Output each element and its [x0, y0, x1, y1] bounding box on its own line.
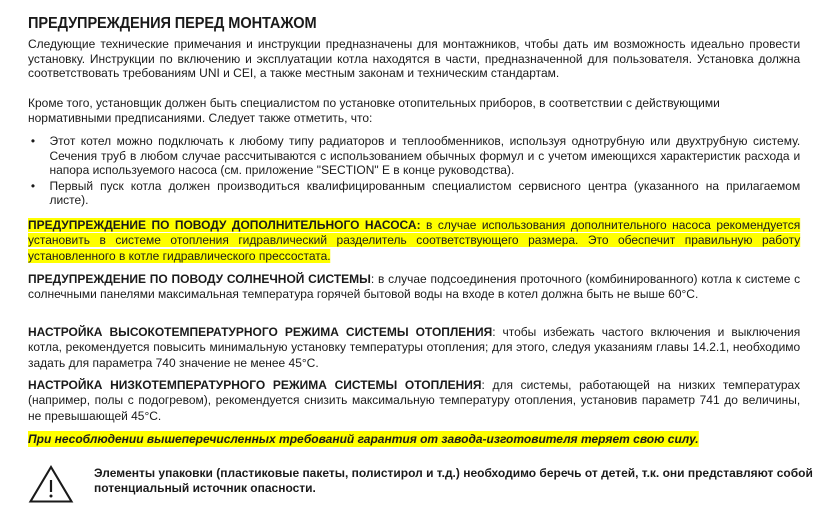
intro-paragraph-2: Кроме того, установщик должен быть специалистом по установке отопительных приборов, в соответствии с действующими нормативными предписаниями. Следует также отметить, что: [28, 96, 720, 125]
guarantee-notice-text: При несоблюдении вышеперечисленных требований гарантия от завода-изготовителя теряет свою силу. [28, 432, 699, 446]
guarantee-notice [28, 431, 800, 447]
warning-body: в случае подсоединения проточного (комбинированного) котла к системе с солнечными панелями максимальная температура горячей бытовой воды на входе в котел должна быть не выше 60°C. [28, 272, 801, 302]
intro-paragraph-1: Следующие технические примечания и инструкции предназначены для монтажников, чтобы дать им возможность идеально провести установку. Инструкции по включению и эксплуатации котла находятся в части, предназначенной для пользователя. Установка должна соответствовать требованиям UNI и CEI, а также местным законам и техническим стандартам. [28, 37, 801, 81]
warning-heading: ПРЕДУПРЕЖДЕНИЕ ПО ПОВОДУ СОЛНЕЧНОЙ СИСТЕМЫ [28, 272, 371, 286]
warning-solar-system [28, 272, 800, 303]
packaging-note-text: Элементы упаковки (пластиковые пакеты, полистирол и т.д.) необходимо беречь от детей, т.к. они представляют собой потенциальный источник опасности. [94, 466, 813, 495]
setting-body: чтобы избежать частого включения и выключения котла, рекомендуется повысить минимальную установку температуры отопления; для этого, следуя указаниям главы 14.2.1, необходимо задать для параметра 740 значение не менее 45°C. [28, 325, 801, 370]
warning-additional-pump [28, 218, 800, 264]
list-item [28, 179, 800, 208]
warning-triangle-icon [28, 464, 74, 504]
warning-body: в случае использования дополнительного насоса рекомендуется установить в системе отопления гидравлический разделитель соответствующего размера. Это обеспечит правильную работу установленного в котле гидравлического прессостата. [28, 218, 801, 263]
page-title: ПРЕДУПРЕЖДЕНИЯ ПЕРЕД МОНТАЖОМ [28, 15, 317, 32]
warning-separator: : [370, 272, 378, 286]
setting-separator: : [481, 378, 493, 392]
list-item-text: Этот котел можно подключать к любому типу радиаторов и теплообменников, используя однотрубную или двухтрубную систему. Сечения труб в любом случае рассчитываются с использованием обычных формул и с учетом имеющихся характеристик расхода и напора используемого насоса (см. приложение "SECTION" E в конце руководства). [49, 134, 801, 178]
list-item [28, 134, 800, 178]
setting-high-temperature-mode [28, 325, 800, 371]
warning-separator: : [416, 218, 427, 232]
setting-separator: : [492, 325, 503, 339]
bullet-marker-icon: • [30, 178, 36, 193]
setting-body: для системы, работающей на низких температурах (например, полы с подогревом), рекомендуется снизить максимальную температуру отопления, установив параметр 741 до величины, не превышающей 45°C. [28, 378, 801, 423]
bullet-list [28, 134, 800, 209]
list-item-text: Первый пуск котла должен производиться квалифицированным специалистом сервисного центра (указанного на прилагаемом листе). [49, 178, 801, 208]
setting-heading: НАСТРОЙКА НИЗКОТЕМПЕРАТУРНОГО РЕЖИМА СИСТЕМЫ ОТОПЛЕНИЯ [28, 378, 482, 392]
warning-heading: ПРЕДУПРЕЖДЕНИЕ ПО ПОВОДУ ДОПОЛНИТЕЛЬНОГО НАСОСА [28, 218, 417, 232]
setting-heading: НАСТРОЙКА ВЫСОКОТЕМПЕРАТУРНОГО РЕЖИМА СИСТЕМЫ ОТОПЛЕНИЯ [28, 325, 493, 339]
setting-low-temperature-mode [28, 378, 800, 424]
bullet-marker-icon: • [30, 134, 36, 148]
